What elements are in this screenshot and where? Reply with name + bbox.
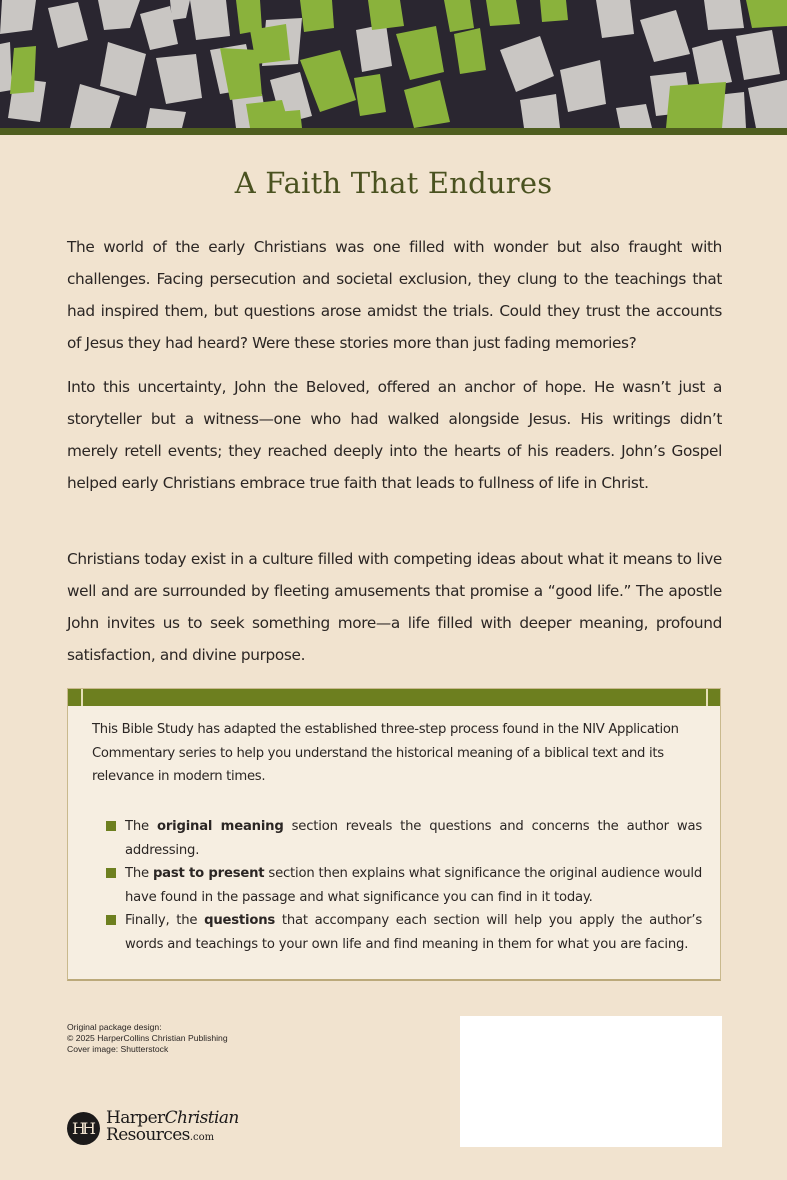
term-questions: questions bbox=[204, 913, 276, 928]
intro-paragraph-1: The world of the early Christians was one filled with wonder but also fraught with challenges. Facing persecution and societal exclusion, they clung to the teachings that had inspired them, but questions arose amidst the trials. Could they trust the accounts of Jesus they had heard? Were these stories more than just fading memories? bbox=[67, 238, 722, 352]
method-list bbox=[106, 815, 702, 956]
square-bullet-icon bbox=[106, 915, 116, 925]
credit-line: © 2025 HarperCollins Christian Publishing bbox=[67, 1033, 228, 1043]
intro-paragraph-2: Into this uncertainty, John the Beloved, offered an anchor of hope. He wasn’t just a storyteller but a witness—one who had walked alongside Jesus. His writings didn’t merely retell events; they reached deeply into the hearts of his readers. John’s Gospel helped early Christians embrace true faith that leads to fullness of life in Christ. bbox=[67, 378, 722, 492]
publisher-logo bbox=[67, 1108, 239, 1148]
term-original-meaning: original meaning bbox=[156, 819, 284, 834]
barcode-placeholder bbox=[460, 1016, 722, 1147]
header-tick-left bbox=[81, 689, 83, 706]
square-bullet-icon bbox=[106, 821, 116, 831]
term-past-to-present: past to present bbox=[152, 866, 265, 881]
box-header-bar bbox=[68, 689, 720, 706]
credit-line: Original package design: bbox=[67, 1022, 162, 1032]
header-tick-right bbox=[706, 689, 708, 706]
mosaic-header-image bbox=[0, 0, 787, 128]
study-method-box bbox=[67, 688, 721, 981]
credits-block bbox=[67, 1022, 228, 1055]
mosaic-tiles-image bbox=[0, 0, 787, 128]
list-item: The past to present section then explains what significance the original audience would have found in the passage and what significance you can find in it today. bbox=[106, 862, 702, 909]
list-item: Finally, the questions that accompany each section will help you apply the author’s words and teachings to your own life and find meaning in them for what you are facing. bbox=[106, 909, 702, 956]
publisher-wordmark: HarperChristian Resources.com bbox=[106, 1108, 239, 1145]
page-title: A Faith That Endures bbox=[234, 166, 553, 200]
header-divider-band bbox=[0, 128, 787, 135]
box-intro-text: This Bible Study has adapted the established three-step process found in the NIV Application Commentary series to help you understand the historical meaning of a biblical text and its relevance in modern times. bbox=[92, 722, 679, 784]
square-bullet-icon bbox=[106, 868, 116, 878]
hh-monogram-icon: HH bbox=[67, 1112, 100, 1145]
credit-line: Cover image: Shutterstock bbox=[67, 1044, 169, 1054]
list-item: The original meaning section reveals the questions and concerns the author was addressing. bbox=[106, 815, 702, 862]
intro-paragraph-3: Christians today exist in a culture filled with competing ideas about what it means to live well and are surrounded by fleeting amusements that promise a “good life.” The apostle John invites us to seek something more—a life filled with deeper meaning, profound satisfaction, and divine purpose. bbox=[67, 550, 722, 664]
